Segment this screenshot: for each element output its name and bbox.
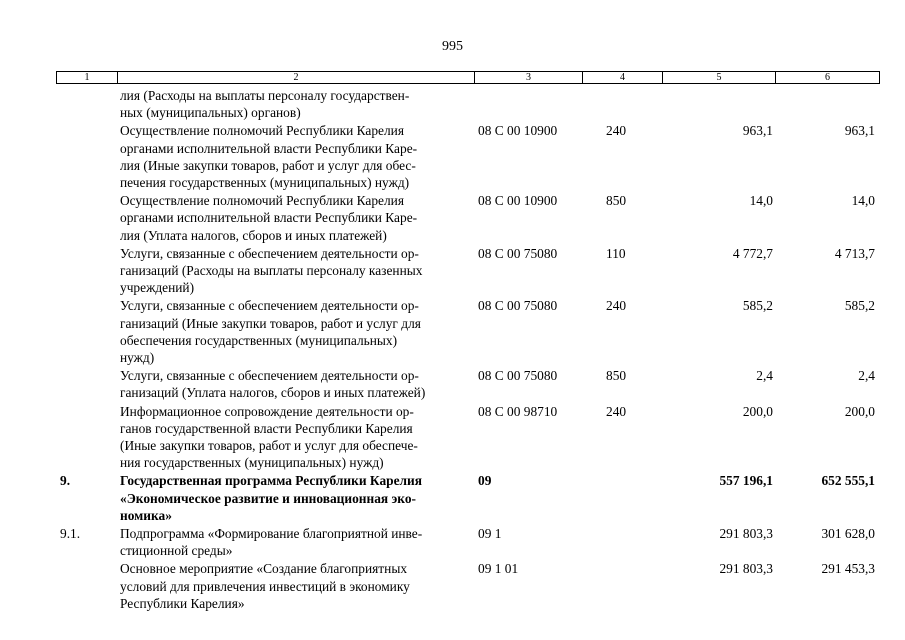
row-amount-2: 585,2 <box>844 298 875 314</box>
description-line: Государственная программа Республики Карелия <box>120 473 423 489</box>
table-row <box>56 192 880 244</box>
row-description <box>117 245 474 297</box>
row-amount-2: 652 555,1 <box>821 473 875 489</box>
row-description <box>117 192 474 244</box>
row-amount-1: 291 803,3 <box>719 561 773 577</box>
description-line: Услуги, связанные с обеспечением деятельности ор- <box>120 368 419 384</box>
description-line: (Иные закупки товаров, работ и услуг для обеспече- <box>120 438 418 454</box>
description-line: условий для привлечения инвестиций в экономику <box>120 578 410 594</box>
row-expense-type: 850 <box>606 368 627 384</box>
row-description <box>117 560 474 612</box>
description-line: Осуществление полномочий Республики Карелия <box>120 193 404 209</box>
row-code: 09 <box>478 473 492 489</box>
row-amount-2: 291 453,3 <box>821 561 875 577</box>
description-line: ния государственных (муниципальных) нужд) <box>120 455 384 471</box>
description-line: ганизаций (Иные закупки товаров, работ и услуг для <box>120 315 421 331</box>
row-amount-2: 2,4 <box>858 368 875 384</box>
table-row <box>56 525 880 559</box>
description-line: лия (Иные закупки товаров, работ и услуг для обес- <box>120 157 416 173</box>
row-expense-type <box>582 87 662 121</box>
header-cell-2: 2 <box>118 72 475 83</box>
row-description <box>117 87 474 121</box>
header-cell-3: 3 <box>475 72 583 83</box>
row-code: 08 С 00 75080 <box>478 245 558 261</box>
description-line: учреждений) <box>120 280 195 296</box>
row-number <box>56 297 117 366</box>
row-number <box>56 192 117 244</box>
table-row <box>56 297 880 366</box>
row-code: 08 С 00 10900 <box>478 193 558 209</box>
row-amount-1 <box>662 87 775 121</box>
description-line: ных (муниципальных) органов) <box>120 105 301 121</box>
row-expense-type: 850 <box>606 193 627 209</box>
table-row <box>56 87 880 121</box>
row-code: 08 С 00 75080 <box>478 298 558 314</box>
table-header <box>56 71 880 84</box>
page-number: 995 <box>442 39 463 54</box>
description-line: Подпрограмма «Формирование благоприятной инве- <box>120 526 423 542</box>
row-number <box>56 122 117 191</box>
description-line: ганов государственной власти Республики Карелия <box>120 420 413 436</box>
row-amount-1: 291 803,3 <box>719 526 773 542</box>
table-row <box>56 367 880 401</box>
description-line: лия (Расходы на выплаты персоналу государствен- <box>120 88 410 103</box>
row-code <box>474 87 582 121</box>
row-number: 9.1. <box>60 526 81 542</box>
row-description <box>117 525 474 559</box>
table-body <box>56 87 880 612</box>
table-row <box>56 245 880 297</box>
row-description <box>117 472 474 524</box>
row-amount-1: 200,0 <box>742 403 773 419</box>
row-amount-1: 4 772,7 <box>732 245 773 261</box>
row-code: 08 С 00 10900 <box>478 123 558 139</box>
description-line: номика» <box>120 507 172 523</box>
row-code: 09 1 <box>478 526 502 542</box>
table-row <box>56 560 880 612</box>
row-amount-2: 963,1 <box>844 123 875 139</box>
description-line: Основное мероприятие «Создание благоприятных <box>120 561 408 577</box>
row-description <box>117 122 474 191</box>
row-amount-2 <box>775 87 880 121</box>
row-description <box>117 367 474 401</box>
row-number <box>56 245 117 297</box>
row-number <box>56 367 117 401</box>
header-cell-6: 6 <box>825 72 830 83</box>
row-expense-type: 240 <box>606 403 627 419</box>
description-line: органами исполнительной власти Республики Каре- <box>120 210 418 226</box>
row-amount-2: 14,0 <box>851 193 875 209</box>
row-expense-type <box>582 472 662 524</box>
row-code: 08 С 00 98710 <box>478 403 558 419</box>
table-row <box>56 472 880 524</box>
row-code: 09 1 01 <box>478 561 519 577</box>
row-amount-1: 2,4 <box>756 368 773 384</box>
description-line: обеспечения государственных (муниципальных) <box>120 332 398 348</box>
table-row <box>56 403 880 472</box>
row-code: 08 С 00 75080 <box>478 368 558 384</box>
row-expense-type: 110 <box>606 245 626 261</box>
description-line: «Экономическое развитие и инновационная эко- <box>120 490 417 506</box>
description-line: лия (Уплата налогов, сборов и иных платежей) <box>120 227 387 243</box>
row-description <box>117 403 474 472</box>
description-line: ганизаций (Уплата налогов, сборов и иных платежей) <box>120 385 426 401</box>
row-amount-1: 14,0 <box>749 193 773 209</box>
description-line: ганизаций (Расходы на выплаты персоналу казенных <box>120 263 423 279</box>
row-expense-type: 240 <box>606 298 627 314</box>
description-line: Осуществление полномочий Республики Карелия <box>120 123 404 139</box>
description-line: Республики Карелия» <box>120 595 245 611</box>
row-amount-2: 4 713,7 <box>834 245 875 261</box>
header-cell-1: 1 <box>57 72 118 83</box>
row-expense-type <box>582 560 662 612</box>
description-line: печения государственных (муниципальных) нужд) <box>120 175 410 191</box>
row-amount-1: 557 196,1 <box>719 473 773 489</box>
row-description <box>117 297 474 366</box>
row-expense-type <box>582 525 662 559</box>
row-amount-2: 200,0 <box>844 403 875 419</box>
description-line: стиционной среды» <box>120 543 233 559</box>
row-amount-1: 585,2 <box>742 298 773 314</box>
row-number: 9. <box>60 473 71 489</box>
description-line: органами исполнительной власти Республики Каре- <box>120 140 418 156</box>
row-amount-2: 301 628,0 <box>821 526 875 542</box>
description-line: нужд) <box>120 350 155 366</box>
description-line: Информационное сопровождение деятельности ор- <box>120 403 414 419</box>
row-number <box>56 87 117 121</box>
description-line: Услуги, связанные с обеспечением деятельности ор- <box>120 298 419 314</box>
row-number <box>56 560 117 612</box>
header-cell-5: 5 <box>663 72 776 83</box>
row-number <box>56 403 117 472</box>
description-line: Услуги, связанные с обеспечением деятельности ор- <box>120 245 419 261</box>
table-row <box>56 122 880 191</box>
row-expense-type: 240 <box>606 123 627 139</box>
header-cell-4: 4 <box>583 72 663 83</box>
row-amount-1: 963,1 <box>742 123 773 139</box>
